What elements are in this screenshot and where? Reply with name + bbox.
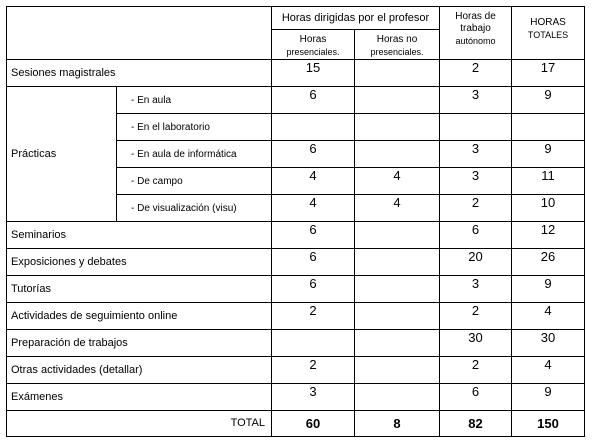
cell-autonomo: 6: [440, 222, 512, 249]
cell-total: 9: [512, 384, 585, 411]
cell-no-presenciales: [355, 114, 440, 141]
cell-autonomo: 2: [440, 303, 512, 330]
header-autonomo: [440, 7, 512, 60]
cell-presenciales: 6: [272, 249, 355, 276]
cell-no-presenciales: [355, 276, 440, 303]
header-autonomo-line2: trabajo: [460, 23, 491, 34]
row-label: - De campo: [117, 168, 272, 195]
row-label: Exposiciones y debates: [7, 249, 272, 276]
cell-no-presenciales: [355, 330, 440, 357]
cell-no-presenciales: [355, 60, 440, 87]
total-label: TOTAL: [7, 411, 272, 437]
cell-total: 9: [512, 141, 585, 168]
cell-presenciales: 3: [272, 384, 355, 411]
cell-presenciales: 2: [272, 303, 355, 330]
cell-presenciales: 2: [272, 357, 355, 384]
row-label: - En aula: [117, 87, 272, 114]
cell-total: 11: [512, 168, 585, 195]
row-label: - De visualización (visu): [117, 195, 272, 222]
row-label: Preparación de trabajos: [7, 330, 272, 357]
cell-total: 9: [512, 276, 585, 303]
row-label: Otras actividades (detallar): [7, 357, 272, 384]
header-blank-cell: [7, 7, 272, 60]
total-row: [7, 411, 585, 437]
table-row: [7, 384, 585, 411]
cell-total: [512, 114, 585, 141]
row-label: - En el laboratorio: [117, 114, 272, 141]
cell-no-presenciales: 4: [355, 168, 440, 195]
header-row-1: [7, 7, 585, 30]
cell-total: 4: [512, 303, 585, 330]
cell-no-presenciales: [355, 384, 440, 411]
header-no-presenciales-line2: presenciales.: [370, 47, 424, 57]
cell-no-presenciales: [355, 141, 440, 168]
header-autonomo-line1: Horas de: [455, 11, 496, 22]
practicas-label: Prácticas: [7, 87, 117, 222]
cell-total: 26: [512, 249, 585, 276]
cell-autonomo: 3: [440, 141, 512, 168]
cell-autonomo: 3: [440, 87, 512, 114]
table-row: [7, 276, 585, 303]
cell-total: 4: [512, 357, 585, 384]
cell-autonomo: 2: [440, 60, 512, 87]
header-presenciales-line1: Horas: [299, 34, 327, 45]
table-row: [7, 222, 585, 249]
header-no-presenciales: [355, 30, 440, 60]
header-presenciales: [272, 30, 355, 60]
row-label: - En aula de informática: [117, 141, 272, 168]
cell-total: 17: [512, 60, 585, 87]
cell-presenciales: 6: [272, 87, 355, 114]
total-total: 150: [512, 411, 585, 437]
table-row: [7, 249, 585, 276]
cell-presenciales: [272, 330, 355, 357]
row-label: Exámenes: [7, 384, 272, 411]
table-row: [7, 357, 585, 384]
cell-autonomo: 2: [440, 195, 512, 222]
header-autonomo-line3: autónomo: [455, 36, 496, 46]
header-totales-line1: HORAS: [530, 17, 566, 28]
cell-presenciales: [272, 114, 355, 141]
cell-no-presenciales: [355, 303, 440, 330]
cell-presenciales: 6: [272, 141, 355, 168]
cell-presenciales: 4: [272, 168, 355, 195]
cell-no-presenciales: 4: [355, 195, 440, 222]
cell-total: 30: [512, 330, 585, 357]
hours-table: [6, 6, 585, 437]
header-totales: [512, 7, 585, 60]
cell-presenciales: 4: [272, 195, 355, 222]
header-no-presenciales-line1: Horas no: [376, 34, 418, 45]
cell-no-presenciales: [355, 222, 440, 249]
cell-autonomo: 2: [440, 357, 512, 384]
row-label: Tutorías: [7, 276, 272, 303]
total-presenciales: 60: [272, 411, 355, 437]
cell-presenciales: 15: [272, 60, 355, 87]
cell-autonomo: 30: [440, 330, 512, 357]
cell-no-presenciales: [355, 87, 440, 114]
cell-presenciales: 6: [272, 276, 355, 303]
cell-autonomo: [440, 114, 512, 141]
table-row: [7, 87, 585, 114]
header-totales-line2: TOTALES: [527, 30, 569, 40]
row-label: Seminarios: [7, 222, 272, 249]
table-row: [7, 330, 585, 357]
cell-total: 10: [512, 195, 585, 222]
cell-no-presenciales: [355, 357, 440, 384]
cell-autonomo: 6: [440, 384, 512, 411]
cell-autonomo: 3: [440, 168, 512, 195]
cell-autonomo: 20: [440, 249, 512, 276]
row-label: Sesiones magistrales: [7, 60, 272, 87]
cell-total: 9: [512, 87, 585, 114]
cell-no-presenciales: [355, 249, 440, 276]
table-row: [7, 60, 585, 87]
row-label: Actividades de seguimiento online: [7, 303, 272, 330]
total-no-presenciales: 8: [355, 411, 440, 437]
total-autonomo: 82: [440, 411, 512, 437]
cell-presenciales: 6: [272, 222, 355, 249]
table-row: [7, 303, 585, 330]
hours-table-wrapper: [6, 6, 585, 437]
cell-autonomo: 3: [440, 276, 512, 303]
cell-total: 12: [512, 222, 585, 249]
header-presenciales-line2: presenciales.: [286, 47, 340, 57]
header-group-title: Horas dirigidas por el profesor: [272, 7, 440, 30]
